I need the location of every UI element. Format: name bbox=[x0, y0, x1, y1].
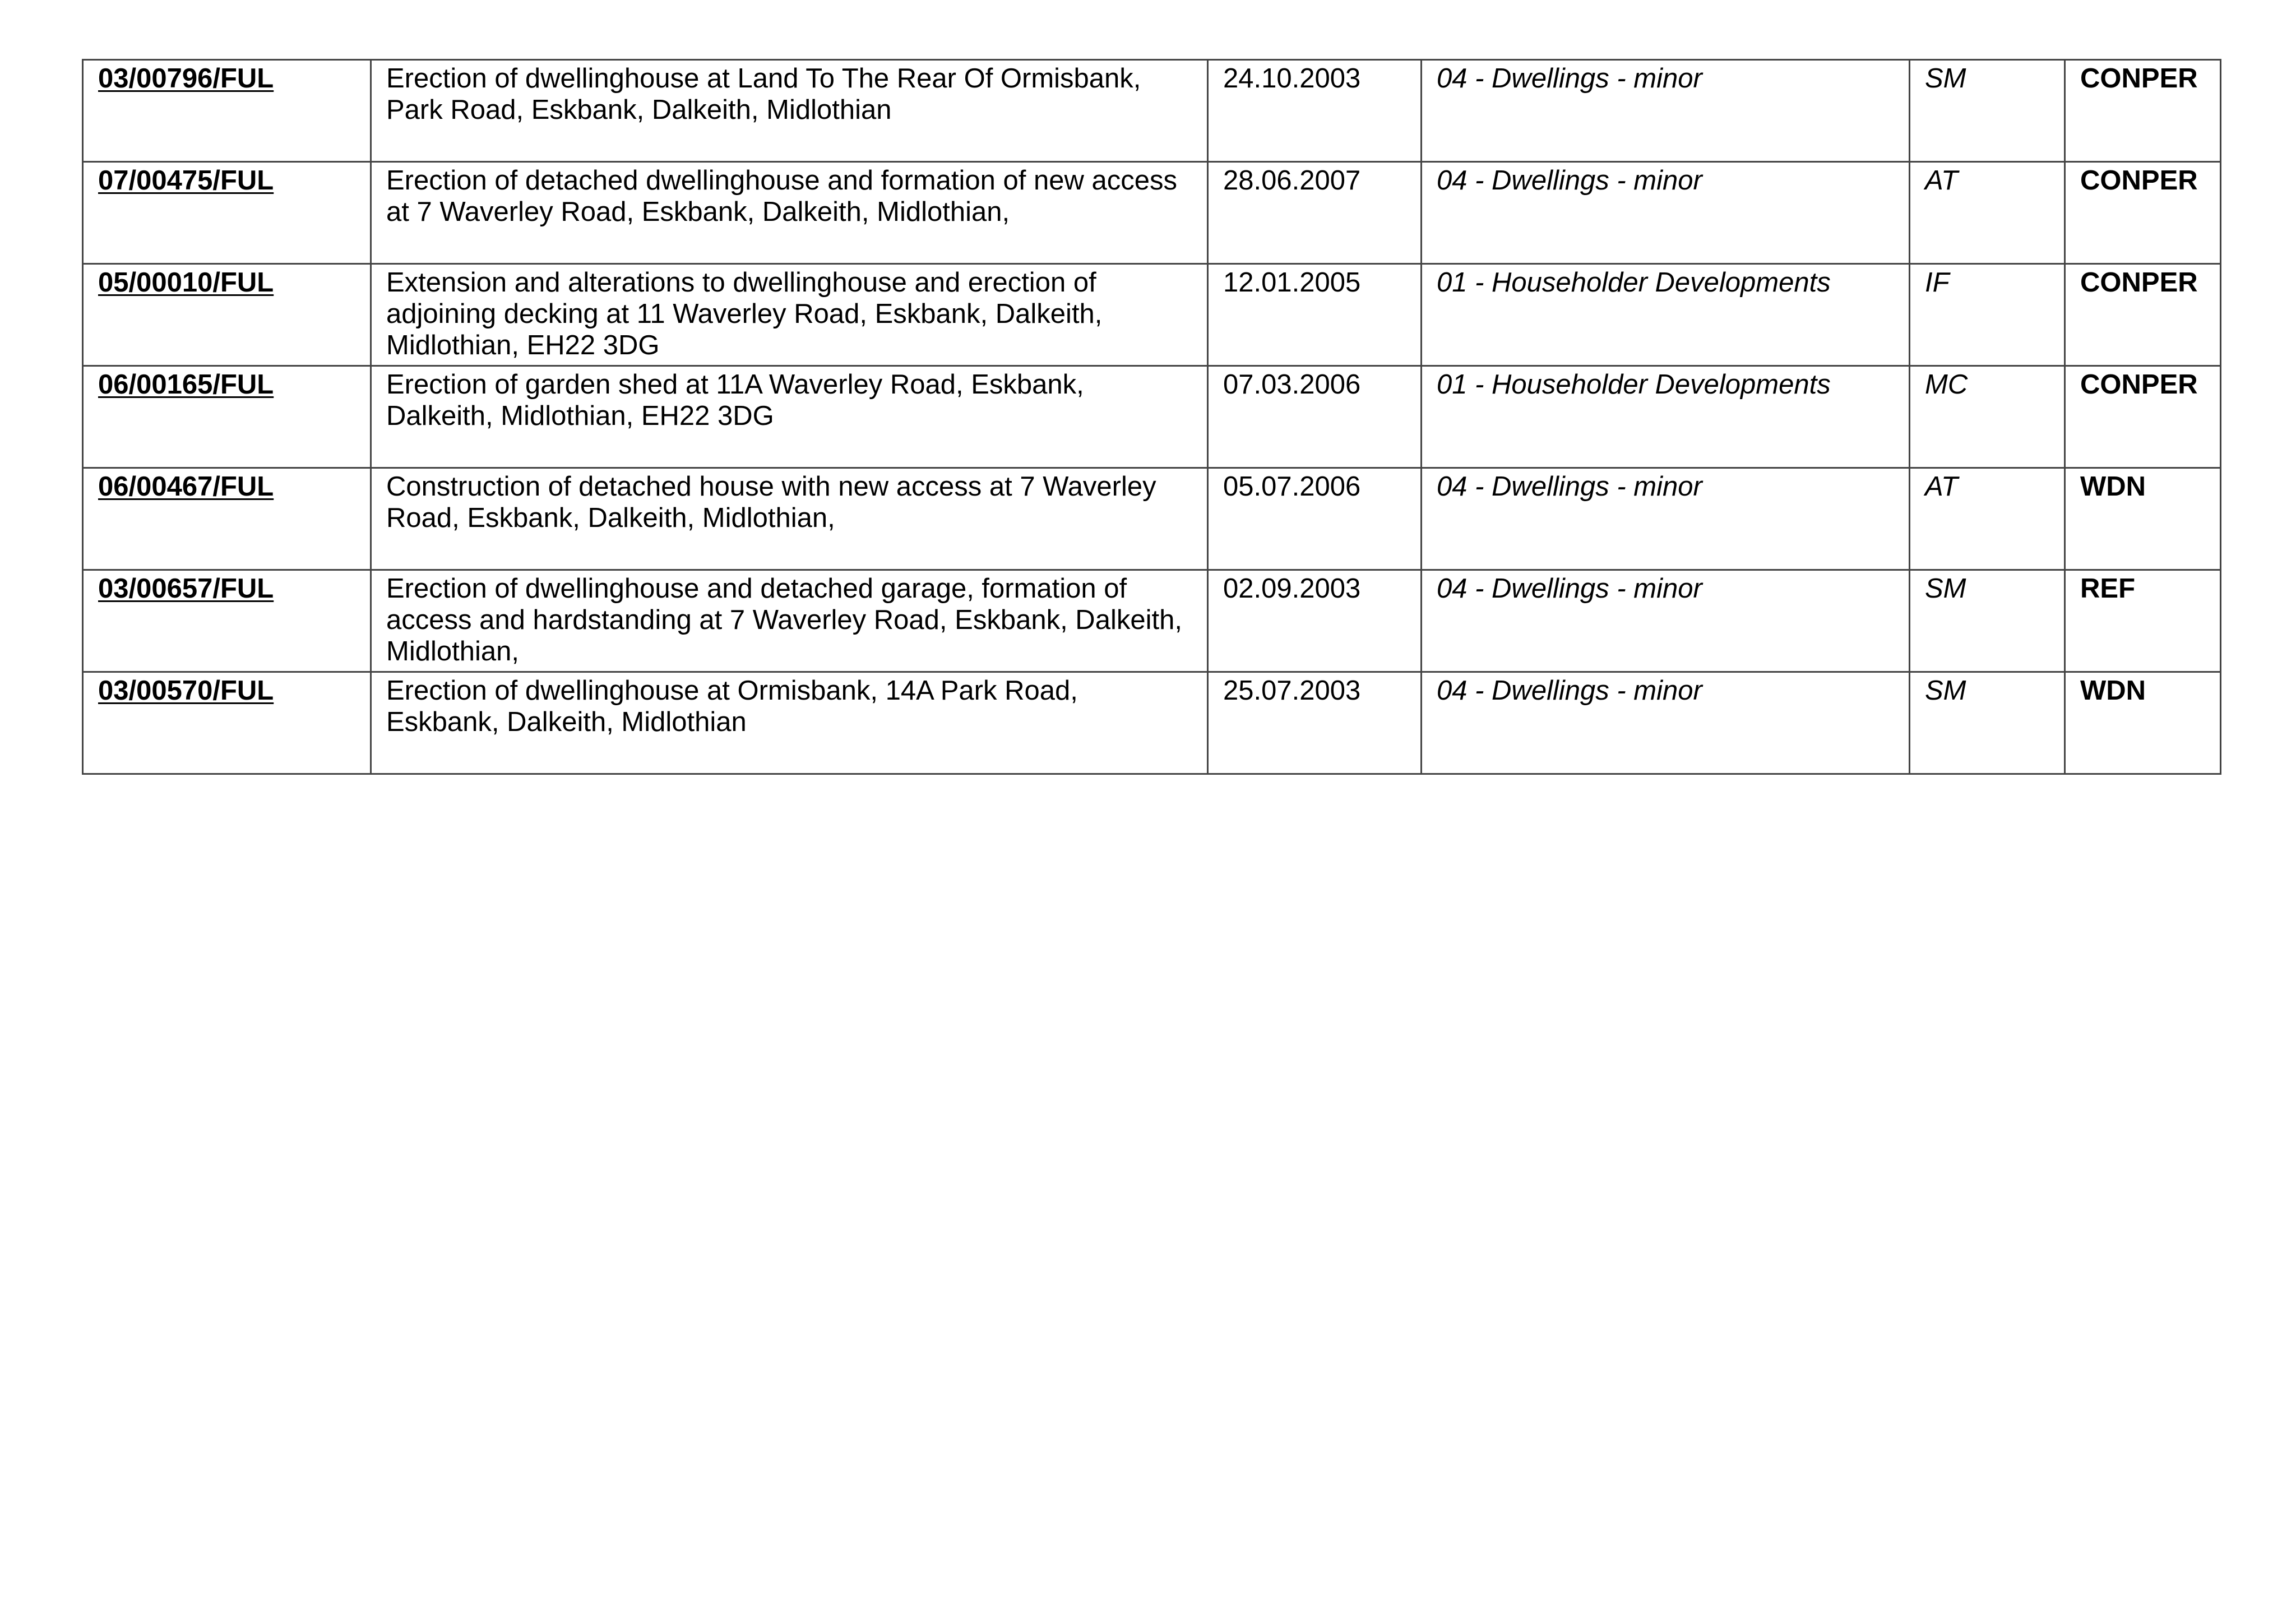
description-cell: Erection of detached dwellinghouse and formation of new access at 7 Waverley Road, Eskbank, Dalkeith, Midlothian, bbox=[371, 162, 1208, 264]
application-type-cell: 04 - Dwellings - minor bbox=[1422, 672, 1910, 774]
decision-cell: WDN bbox=[2065, 672, 2221, 774]
application-reference-link[interactable]: 07/00475/FUL bbox=[98, 165, 274, 196]
decision-cell: CONPER bbox=[2065, 366, 2221, 468]
officer-cell: IF bbox=[1910, 264, 2065, 366]
table-row bbox=[83, 468, 2221, 570]
officer-cell: SM bbox=[1910, 60, 2065, 162]
table-row bbox=[83, 366, 2221, 468]
reference-cell bbox=[83, 264, 371, 366]
description-cell: Erection of garden shed at 11A Waverley Road, Eskbank, Dalkeith, Midlothian, EH22 3DG bbox=[371, 366, 1208, 468]
planning-history-table bbox=[82, 59, 2221, 775]
decision-cell: WDN bbox=[2065, 468, 2221, 570]
reference-cell bbox=[83, 468, 371, 570]
application-reference-link[interactable]: 06/00165/FUL bbox=[98, 369, 274, 400]
reference-cell bbox=[83, 60, 371, 162]
reference-cell bbox=[83, 570, 371, 672]
officer-cell: SM bbox=[1910, 570, 2065, 672]
officer-cell: AT bbox=[1910, 468, 2065, 570]
description-cell: Extension and alterations to dwellinghouse and erection of adjoining decking at 11 Waverley Road, Eskbank, Dalkeith, Midlothian, EH22 3DG bbox=[371, 264, 1208, 366]
application-type-cell: 01 - Householder Developments bbox=[1422, 366, 1910, 468]
application-reference-link[interactable]: 05/00010/FUL bbox=[98, 267, 274, 298]
decision-cell: CONPER bbox=[2065, 162, 2221, 264]
table-row bbox=[83, 570, 2221, 672]
reference-cell bbox=[83, 162, 371, 264]
date-cell: 12.01.2005 bbox=[1208, 264, 1422, 366]
application-reference-link[interactable]: 03/00570/FUL bbox=[98, 675, 274, 706]
decision-cell: CONPER bbox=[2065, 60, 2221, 162]
description-cell: Erection of dwellinghouse at Land To The Rear Of Ormisbank, Park Road, Eskbank, Dalkeith, Midlothian bbox=[371, 60, 1208, 162]
application-reference-link[interactable]: 03/00657/FUL bbox=[98, 573, 274, 604]
date-cell: 25.07.2003 bbox=[1208, 672, 1422, 774]
table-row bbox=[83, 264, 2221, 366]
reference-cell bbox=[83, 366, 371, 468]
description-cell: Construction of detached house with new access at 7 Waverley Road, Eskbank, Dalkeith, Midlothian, bbox=[371, 468, 1208, 570]
application-type-cell: 04 - Dwellings - minor bbox=[1422, 60, 1910, 162]
application-type-cell: 04 - Dwellings - minor bbox=[1422, 162, 1910, 264]
application-reference-link[interactable]: 06/00467/FUL bbox=[98, 471, 274, 502]
description-cell: Erection of dwellinghouse at Ormisbank, 14A Park Road, Eskbank, Dalkeith, Midlothian bbox=[371, 672, 1208, 774]
table-row bbox=[83, 672, 2221, 774]
description-cell: Erection of dwellinghouse and detached garage, formation of access and hardstanding at 7 Waverley Road, Eskbank, Dalkeith, Midlothian, bbox=[371, 570, 1208, 672]
date-cell: 07.03.2006 bbox=[1208, 366, 1422, 468]
date-cell: 05.07.2006 bbox=[1208, 468, 1422, 570]
decision-cell: REF bbox=[2065, 570, 2221, 672]
table-row bbox=[83, 162, 2221, 264]
officer-cell: SM bbox=[1910, 672, 2065, 774]
date-cell: 28.06.2007 bbox=[1208, 162, 1422, 264]
application-type-cell: 04 - Dwellings - minor bbox=[1422, 468, 1910, 570]
table-body bbox=[83, 60, 2221, 774]
date-cell: 24.10.2003 bbox=[1208, 60, 1422, 162]
decision-cell: CONPER bbox=[2065, 264, 2221, 366]
officer-cell: MC bbox=[1910, 366, 2065, 468]
reference-cell bbox=[83, 672, 371, 774]
date-cell: 02.09.2003 bbox=[1208, 570, 1422, 672]
application-type-cell: 04 - Dwellings - minor bbox=[1422, 570, 1910, 672]
table-row bbox=[83, 60, 2221, 162]
officer-cell: AT bbox=[1910, 162, 2065, 264]
application-reference-link[interactable]: 03/00796/FUL bbox=[98, 63, 274, 94]
application-type-cell: 01 - Householder Developments bbox=[1422, 264, 1910, 366]
